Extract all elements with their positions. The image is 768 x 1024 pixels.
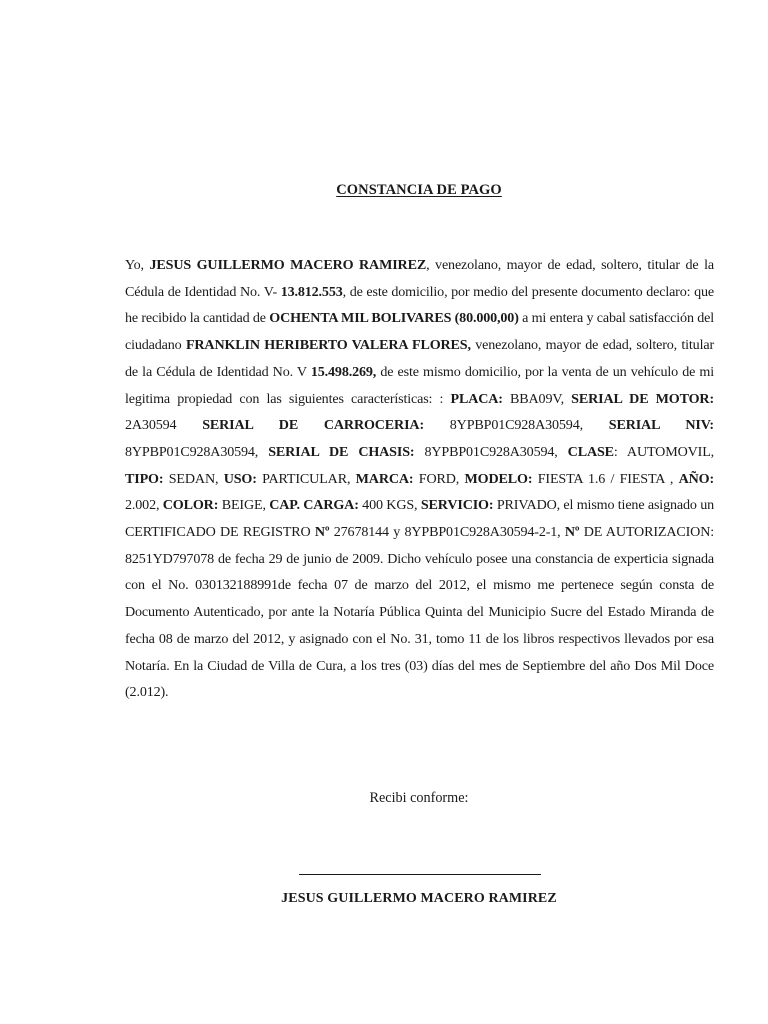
body-bold-segment: OCHENTA MIL BOLIVARES (80.000,00) (269, 310, 519, 327)
body-bold-segment: 15.498.269, (310, 363, 377, 380)
body-text-segment: 2A30594 (125, 417, 203, 434)
body-bold-segment: SERIAL DE CARROCERIA: (202, 417, 424, 434)
body-bold-segment: FRANKLIN HERIBERTO VALERA FLORES, (185, 337, 471, 354)
body-bold-segment: MODELO: (464, 470, 533, 487)
body-bold-segment: 13.812.553 (280, 283, 343, 300)
body-text-segment: 27678144 y 8YPBP01C928A30594-2-1, (329, 524, 565, 541)
body-text-segment: : AUTOMOVIL, (613, 443, 715, 460)
received-label: Recibi conforme: (369, 790, 469, 806)
body-text-segment: de este mismo domicilio, por la venta de un vehículo de mi legitima propiedad con las siguientes características: : (125, 363, 714, 407)
body-bold-segment: TIPO: (125, 470, 164, 487)
body-text-segment: DE AUTORIZACION: 8251YD797078 de fecha 29 de junio de 2009. Dicho vehículo posee una constancia de experticia signada con el No. 030132188991de fecha 07 de marzo del 2012, el mismo me pertenece según consta de Documento Autenticado, por ante la Notaría Pública Quinta del Municipio Sucre del Estado Miranda de fecha 08 de marzo del 2012, y asignado con el No. 31, tomo 11 de los libros respectivos llevados por esa Notaría. En la Ciudad de Villa de Cura, a los tres (03) días del mes de Septiembre del año Dos Mil Doce (2.012). (125, 524, 714, 701)
body-bold-segment: AÑO: (678, 470, 715, 487)
body-bold-segment: PLACA: (450, 390, 503, 407)
body-text-segment: venezolano, mayor de edad, soltero, titular de la Cédula de Identidad No. V (125, 337, 714, 380)
body-text-segment: SEDAN, (163, 470, 224, 487)
body-bold-segment: CLASE (567, 443, 614, 460)
body-text-segment: 8YPBP01C928A30594, (414, 443, 568, 460)
body-text-segment: PRIVADO, el mismo tiene asignado un CERTIFICADO DE REGISTRO (125, 497, 714, 541)
body-bold-segment: COLOR: (162, 497, 219, 514)
body-text-segment: FIESTA 1.6 / FIESTA , (532, 470, 679, 487)
body-bold-segment: Nº (314, 524, 330, 541)
body-bold-segment: SERIAL NIV: (608, 417, 714, 434)
body-text-segment: , venezolano, mayor de edad, soltero, titular de la Cédula de Identidad No. V- (125, 257, 714, 300)
body-text-segment: , de este domicilio, por medio del presente documento declaro: que he recibido la cantidad de (125, 283, 714, 327)
signer-name: JESUS GUILLERMO MACERO RAMIREZ (281, 891, 557, 906)
body-text-segment: Yo, (125, 257, 150, 273)
document-title: CONSTANCIA DE PAGO (336, 182, 502, 198)
body-bold-segment: SERIAL DE MOTOR: (571, 390, 714, 407)
body-text-segment: 8YPBP01C928A30594, (424, 417, 609, 434)
body-text-segment: 2.002, (125, 497, 163, 514)
document-body (125, 252, 714, 706)
body-bold-segment: SERIAL DE CHASIS: (268, 443, 415, 460)
body-bold-segment: USO: (223, 470, 257, 487)
body-bold-segment: SERVICIO: (420, 497, 494, 514)
signature-line (299, 874, 541, 875)
body-text-segment: FORD, (413, 470, 465, 487)
body-text-segment: a mi entera y cabal satisfacción del ciudadano (125, 310, 714, 354)
body-text-segment: 400 KGS, (358, 497, 421, 514)
body-bold-segment: CAP. CARGA: (269, 497, 359, 514)
body-bold-segment: JESUS GUILLERMO MACERO RAMIREZ (149, 257, 427, 273)
body-bold-segment: Nº (564, 524, 580, 541)
body-bold-segment: MARCA: (355, 470, 414, 487)
body-text-segment: 8YPBP01C928A30594, (125, 443, 269, 460)
body-text-segment: BEIGE, (218, 497, 270, 514)
body-text-segment: BBA09V, (502, 390, 572, 407)
body-text-segment: PARTICULAR, (256, 470, 356, 487)
